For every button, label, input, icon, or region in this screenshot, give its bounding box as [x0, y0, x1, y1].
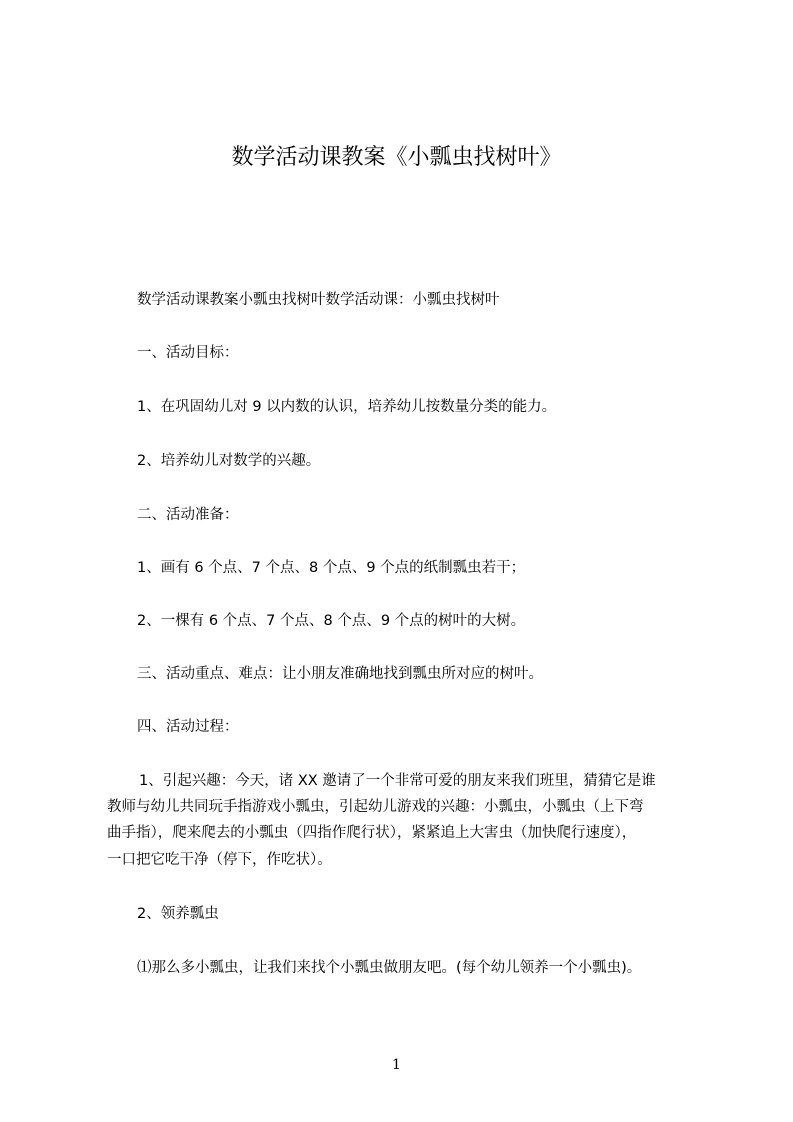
paragraph-goal-1: 1、在巩固幼儿对 9 以内数的认识，培养幼儿按数量分类的能力。 — [137, 399, 557, 415]
paragraph-goal-2: 2、培养幼儿对数学的兴趣。 — [137, 453, 321, 469]
paragraph-adopt-ladybug-1: ⑴那么多小瓢虫，让我们来找个小瓢虫做朋友吧。(每个幼儿领养一个小瓢虫)。 — [137, 960, 642, 976]
heading-adopt-ladybug: 2、领养瓢虫 — [137, 906, 219, 922]
heading-activity-preparation: 二、活动准备： — [137, 507, 239, 523]
page-number: 1 — [392, 1057, 401, 1073]
document-title: 数学活动课教案《小瓢虫找树叶》 — [231, 145, 562, 170]
process-paragraph-line-2: 教师与幼儿共同玩手指游戏小瓢虫，引起幼儿游戏的兴趣：小瓢虫，小瓢虫（上下弯 — [107, 799, 644, 815]
paragraph-preparation-2: 2、一棵有 6 个点、7 个点、8 个点、9 个点的树叶的大树。 — [137, 613, 526, 629]
paragraph-preparation-1: 1、画有 6 个点、7 个点、8 个点、9 个点的纸制瓢虫若干； — [137, 560, 526, 576]
process-paragraph-line-3: 曲手指），爬来爬去的小瓢虫（四指作爬行状），紧紧追上大害虫（加快爬行速度）， — [107, 825, 637, 841]
paragraph-key-points: 三、活动重点、难点：让小朋友准确地找到瓢虫所对应的树叶。 — [137, 666, 543, 682]
paragraph-intro: 数学活动课教案小瓢虫找树叶数学活动课：小瓢虫找树叶 — [137, 292, 500, 308]
heading-activity-goals: 一、活动目标： — [137, 345, 239, 361]
process-paragraph-line-4: 一口把它吃干净（停下，作吃状）。 — [107, 852, 332, 868]
heading-activity-process: 四、活动过程： — [137, 719, 239, 735]
process-paragraph-line-1: 1、引起兴趣：今天，诸 XX 邀请了一个非常可爱的朋友来我们班里，猜猜它是谁 — [139, 773, 656, 789]
